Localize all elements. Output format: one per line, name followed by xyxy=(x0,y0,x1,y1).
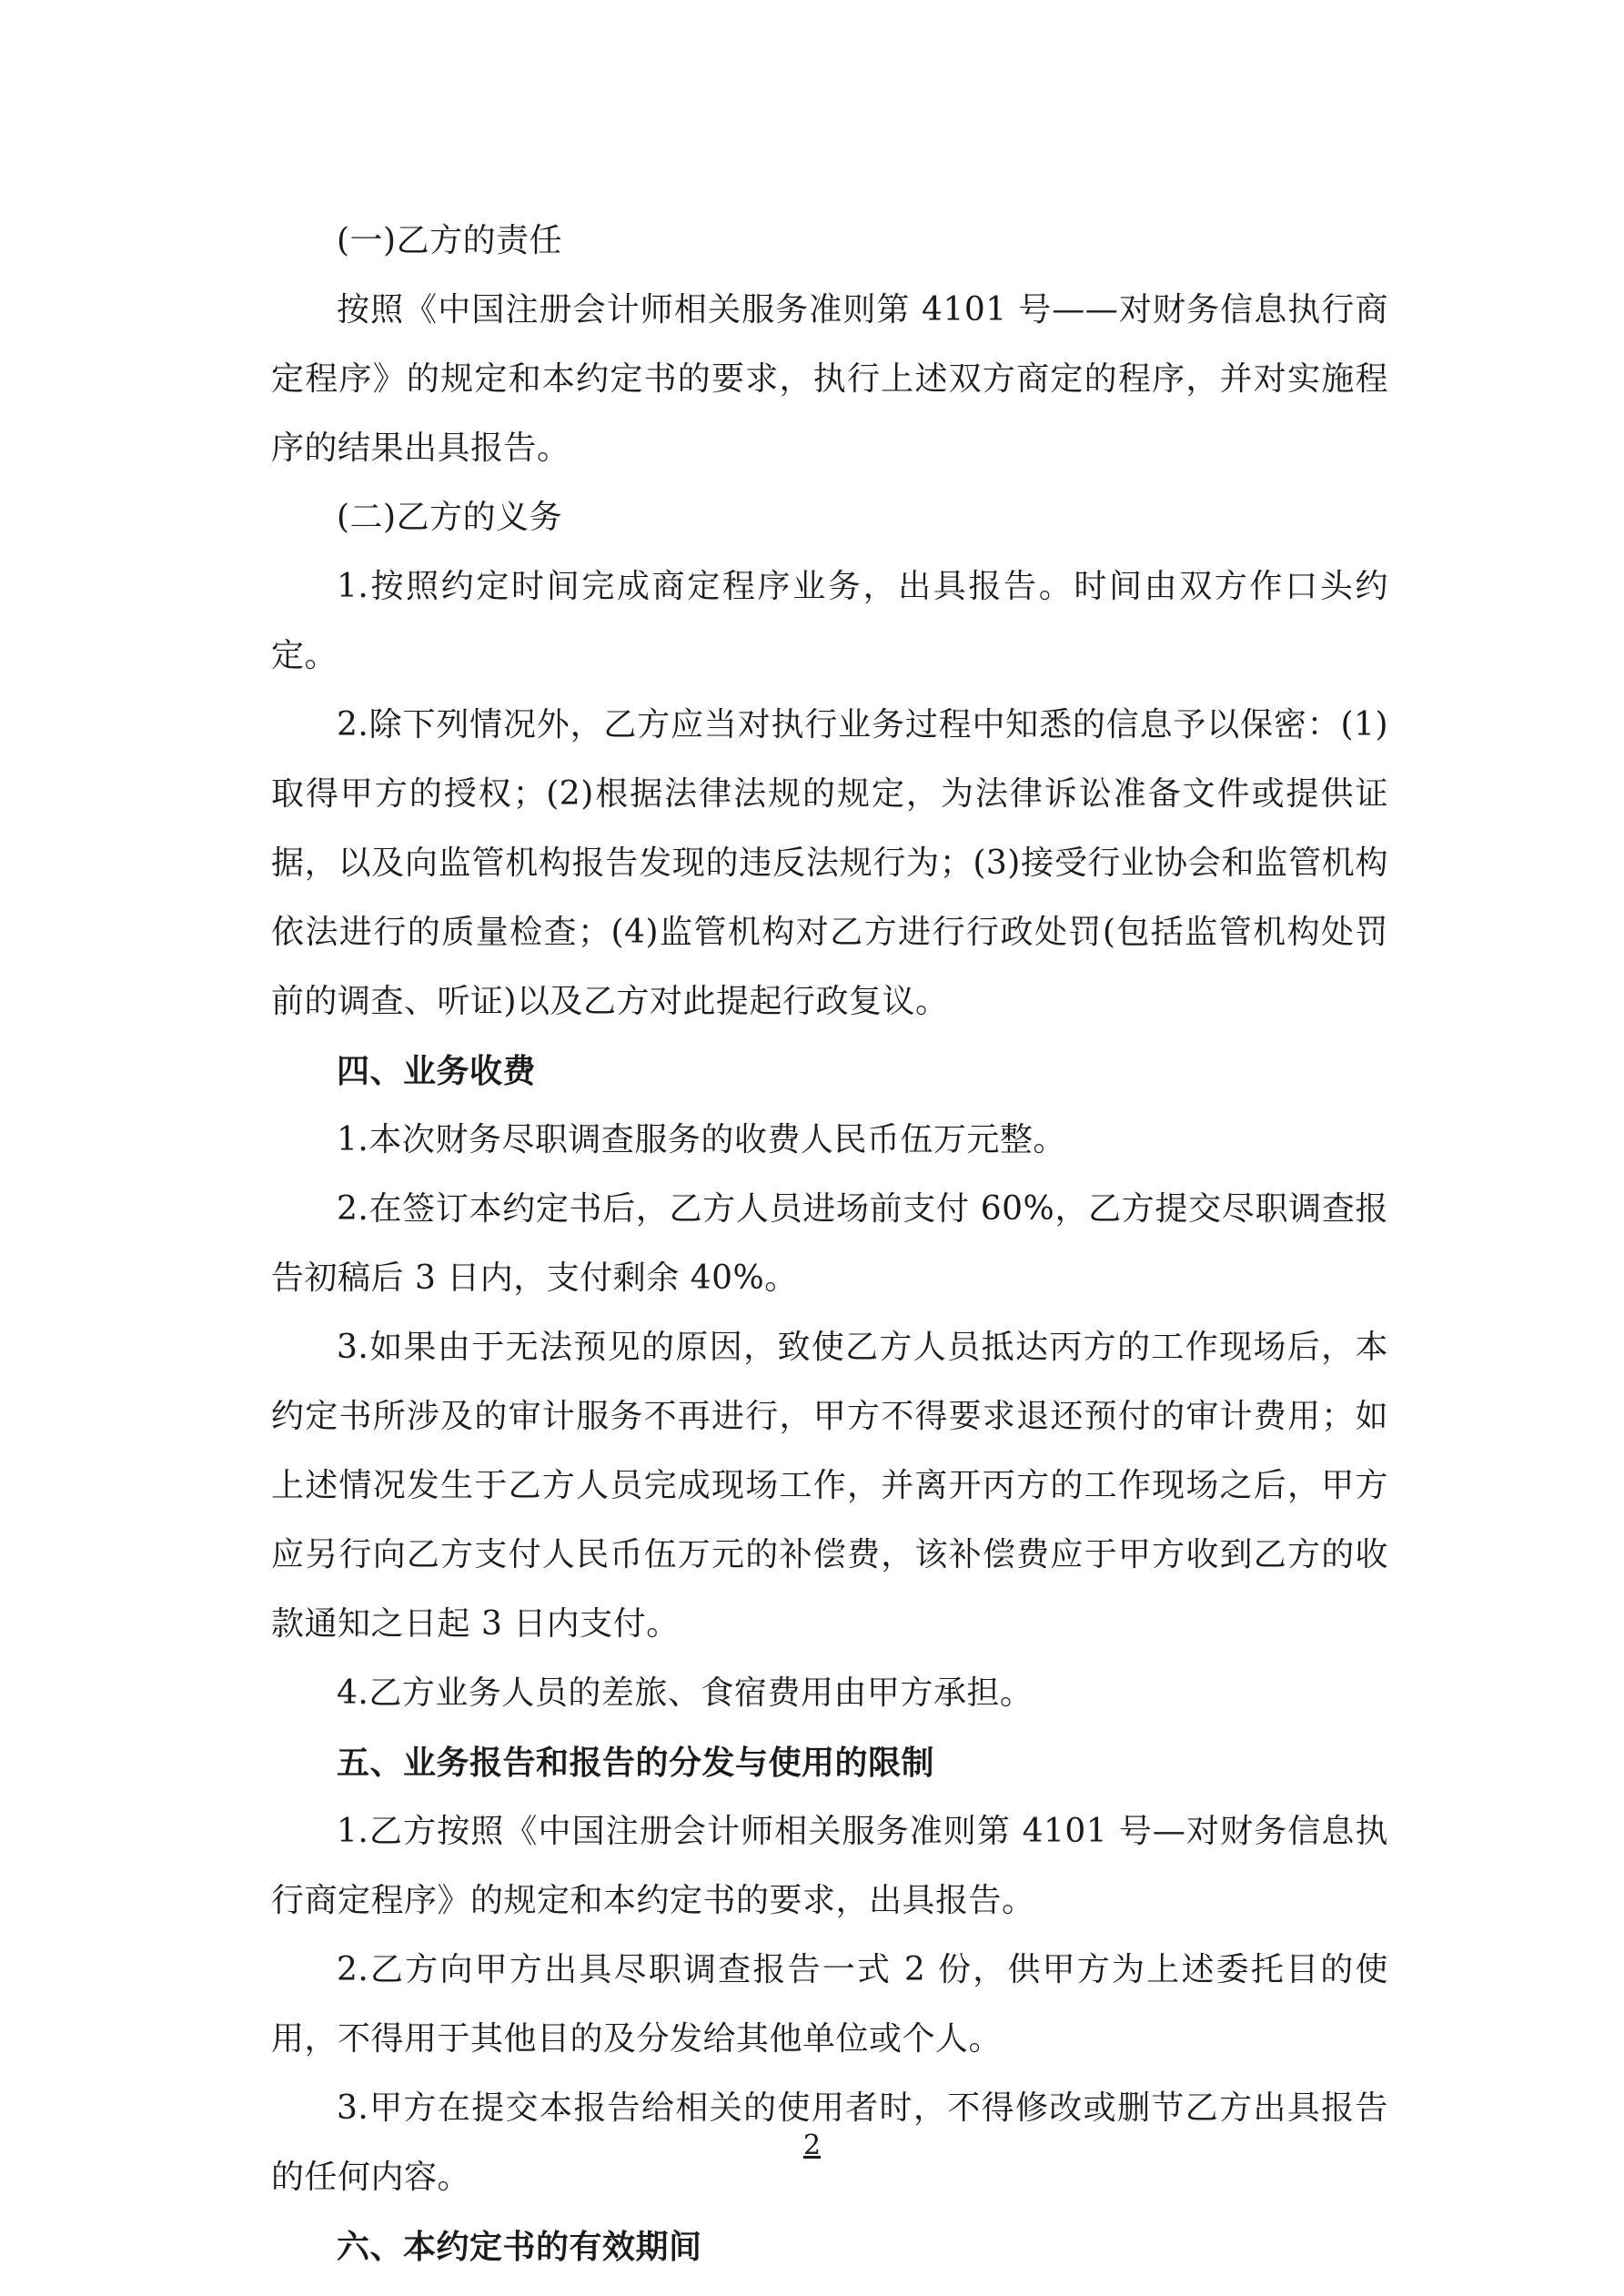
page-number-value: 2 xyxy=(802,2129,822,2161)
paragraph-party-b-responsibility: 按照《中国注册会计师相关服务准则第 4101 号——对财务信息执行商定程序》的规定和本约定书的要求，执行上述双方商定的程序，并对实施程序的结果出具报告。 xyxy=(271,291,1388,467)
document-body xyxy=(271,207,1388,2281)
subsection-title-party-b-obligations: (二)乙方的义务 xyxy=(337,499,563,536)
section-title-report-distribution: 五、业务报告和报告的分发与使用的限制 xyxy=(337,1744,935,1782)
paragraph-fee-1: 1.本次财务尽职调查服务的收费人民币伍万元整。 xyxy=(337,1121,1066,1158)
page-number xyxy=(0,2128,1624,2164)
paragraph-report-2: 2.乙方向甲方出具尽职调查报告一式 2 份，供甲方为上述委托目的使用，不得用于其他目的及分发给其他单位或个人。 xyxy=(271,1951,1388,2058)
paragraph-report-3: 3.甲方在提交本报告给相关的使用者时，不得修改或删节乙方出具报告的任何内容。 xyxy=(271,2089,1388,2196)
paragraph-report-1: 1.乙方按照《中国注册会计师相关服务准则第 4101 号—对财务信息执行商定程序》的规定和本约定书的要求，出具报告。 xyxy=(271,1813,1388,1919)
section-title-validity-period: 六、本约定书的有效期间 xyxy=(337,2228,702,2266)
subsection-title-party-b-responsibility: (一)乙方的责任 xyxy=(337,222,563,259)
paragraph-fee-3: 3.如果由于无法预见的原因，致使乙方人员抵达丙方的工作现场后，本约定书所涉及的审计服务不再进行，甲方不得要求退还预付的审计费用；如上述情况发生于乙方人员完成现场工作，并离开丙方的工作现场之后，甲方应另行向乙方支付人民币伍万元的补偿费，该补偿费应于甲方收到乙方的收款通知之日起 3 日内支付。 xyxy=(271,1329,1388,1643)
paragraph-fee-4: 4.乙方业务人员的差旅、食宿费用由甲方承担。 xyxy=(337,1674,1034,1712)
section-title-fees: 四、业务收费 xyxy=(337,1052,537,1090)
paragraph-obligation-2: 2.除下列情况外，乙方应当对执行业务过程中知悉的信息予以保密：(1)取得甲方的授权；(2)根据法律法规的规定，为法律诉讼准备文件或提供证据，以及向监管机构报告发现的违反法规行为；(3)接受行业协会和监管机构依法进行的质量检查；(4)监管机构对乙方进行行政处罚(包括监管机构处罚前的调查、听证)以及乙方对此提起行政复议。 xyxy=(271,706,1388,1020)
paragraph-obligation-1: 1.按照约定时间完成商定程序业务，出具报告。时间由双方作口头约定。 xyxy=(271,568,1388,674)
paragraph-fee-2: 2.在签订本约定书后，乙方人员进场前支付 60%，乙方提交尽职调查报告初稿后 3 日内，支付剩余 40%。 xyxy=(271,1190,1388,1297)
